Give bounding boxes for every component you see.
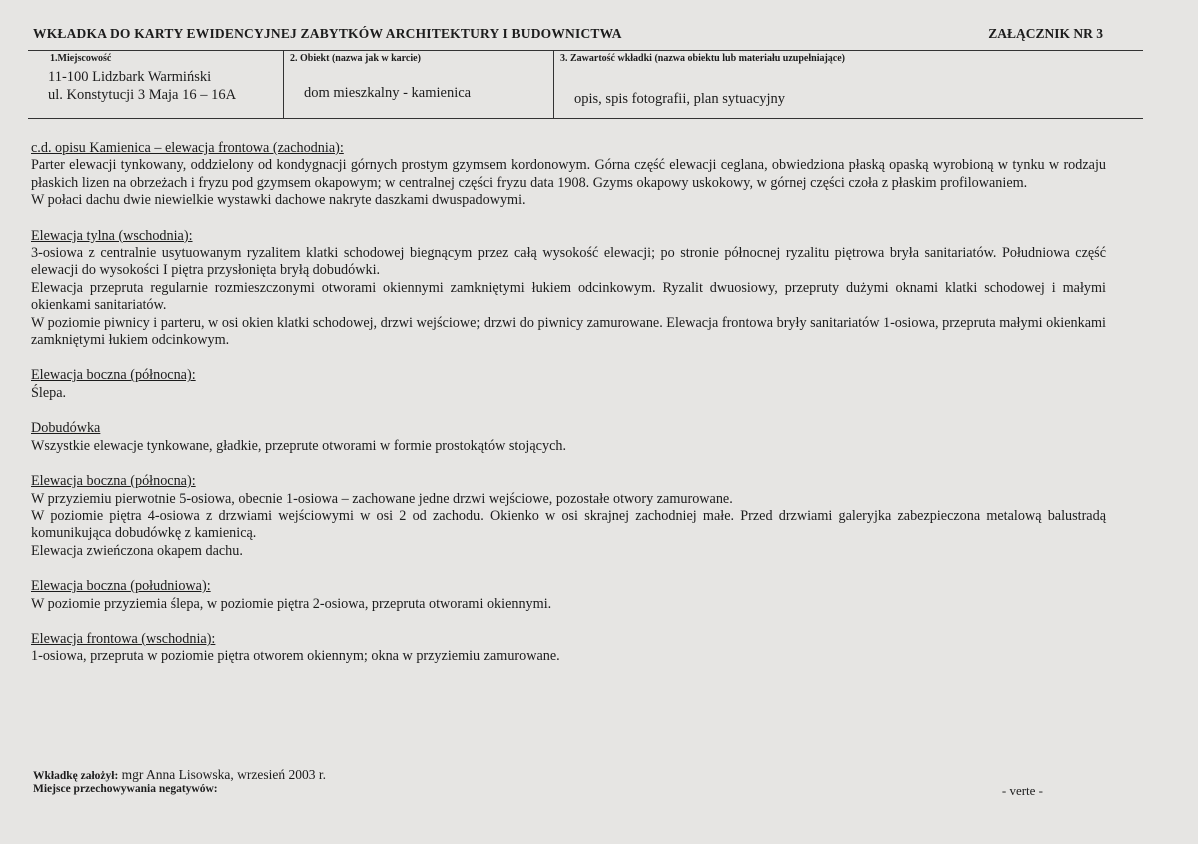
description-section — [31, 140, 1106, 210]
table-bottom-border — [28, 118, 1143, 119]
section-heading: c.d. opisu Kamienica – elewacja frontowa (zachodnia): — [31, 140, 344, 156]
negatives-location-label: Miejsce przechowywania negatywów: — [33, 783, 218, 795]
location-line: 11-100 Lidzbark Warmiński — [48, 69, 212, 85]
table-divider — [553, 50, 554, 118]
section-paragraph: Elewacja zwieńczona okapem dachu. — [31, 542, 243, 559]
section-paragraph: W poziomie piętra 4-osiowa z drzwiami wejściowymi w osi 2 od zachodu. Okienko w osi skrajnej zachodniej małe. Przed drzwiami galeryjka zabezpieczona metalową balustradą komunikująca dobudówkę z kamienicą. — [31, 507, 1106, 542]
content-label: 3. Zawartość wkładki (nazwa obiektu lub materiału uzupełniające) — [560, 53, 846, 64]
content-value: opis, spis fotografii, plan sytuacyjny — [574, 91, 786, 107]
section-paragraph: W poziomie piwnicy i parteru, w osi okien klatki schodowej, drzwi wejściowe; drzwi do piwnicy zamurowane. Elewacja frontowa bryły sanitariatów 1-osiowa, przepruta małymi okienkami zamkniętymi łukiem odcinkowym. — [31, 314, 1106, 349]
section-paragraph: W połaci dachu dwie niewielkie wystawki dachowe nakryte daszkami dwuspadowymi. — [31, 192, 526, 209]
document-title: WKŁADKA DO KARTY EWIDENCYJNEJ ZABYTKÓW ARCHITEKTURY I BUDOWNICTWA — [33, 26, 622, 41]
section-paragraph: Ślepa. — [31, 384, 67, 401]
object-value: dom mieszkalny - kamienica — [304, 85, 472, 101]
section-heading: Elewacja frontowa (wschodnia): — [31, 630, 216, 647]
section-heading: Dobudówka — [31, 420, 101, 437]
author-label: Wkładkę założył: — [33, 770, 119, 782]
table-top-border — [28, 50, 1143, 51]
section-paragraph: Parter elewacji tynkowany, oddzielony od kondygnacji górnych prostym gzymsem kordonowym. Górna część elewacji ceglana, obwiedziona płaską opaską wyrobioną w tynku w rodzaju płaskich lizen na obrzeżach i fryzu pod gzymsem okapowym; w centralnej części fryzu data 1908. Gzyms okapowy uskokowy, w górnej części czoła z płaskim profilowaniem. — [31, 157, 1106, 191]
section-paragraph: Elewacja przeprutа regularnie rozmieszczonymi otworami okiennymi zamkniętymi łukiem odcinkowym. Ryzalit dwuosiowy, przepruty dużymi oknami klatki schodowej i małymi okienkami sanitariatów. — [31, 279, 1106, 314]
section-heading: Elewacja boczna (południowa): — [31, 578, 211, 595]
section-heading: Elewacja boczna (północna): — [31, 367, 196, 384]
verte-note: - verte - — [1001, 783, 1043, 798]
location-line: ul. Konstytucji 3 Maja 16 – 16A — [48, 87, 237, 103]
author-line — [33, 767, 326, 783]
section-heading: Elewacja boczna (północna): — [31, 473, 196, 490]
description-section — [31, 473, 1106, 560]
section-paragraph: 3-osiowa z centralnie usytuowanym ryzalitem klatki schodowej biegnącym przez całą wysokość elewacji; po stronie północnej ryzalitu piętrowa bryła sanitariatów. Południowa część elewacji do wysokości I piętra przysłonięta bryłą dobudówki. — [31, 245, 1106, 279]
location-label: 1.Miejscowość — [50, 53, 112, 64]
location-value — [48, 68, 236, 104]
section-heading: Elewacja tylna (wschodnia): — [31, 227, 193, 244]
description-section — [31, 420, 1106, 455]
section-paragraph: 1-osiowa, przepruta w poziomie piętra otworem okiennym; okna w przyziemiu zamurowane. — [31, 648, 560, 665]
object-label: 2. Obiekt (nazwa jak w karcie) — [290, 53, 421, 64]
section-paragraph: W przyziemiu pierwotnie 5-osiowa, obecnie 1-osiowa – zachowane jedne drzwi wejściowe, pozostałe otwory zamurowane. — [31, 490, 733, 507]
description-body — [31, 140, 1106, 684]
attachment-number: ZAŁĄCZNIK NR 3 — [988, 26, 1103, 41]
description-section — [31, 367, 1106, 402]
description-section — [31, 228, 1106, 350]
table-divider — [283, 50, 284, 118]
author-value: mgr Anna Lisowska, wrzesień 2003 r. — [121, 767, 327, 782]
description-section — [31, 631, 1106, 666]
section-paragraph: Wszystkie elewacje tynkowane, gładkie, przeprute otworami w formie prostokątów stojących. — [31, 437, 567, 454]
section-paragraph: W poziomie przyziemia ślepa, w poziomie piętra 2-osiowa, przepruta otworami okiennymi. — [31, 595, 552, 612]
description-section — [31, 578, 1106, 613]
